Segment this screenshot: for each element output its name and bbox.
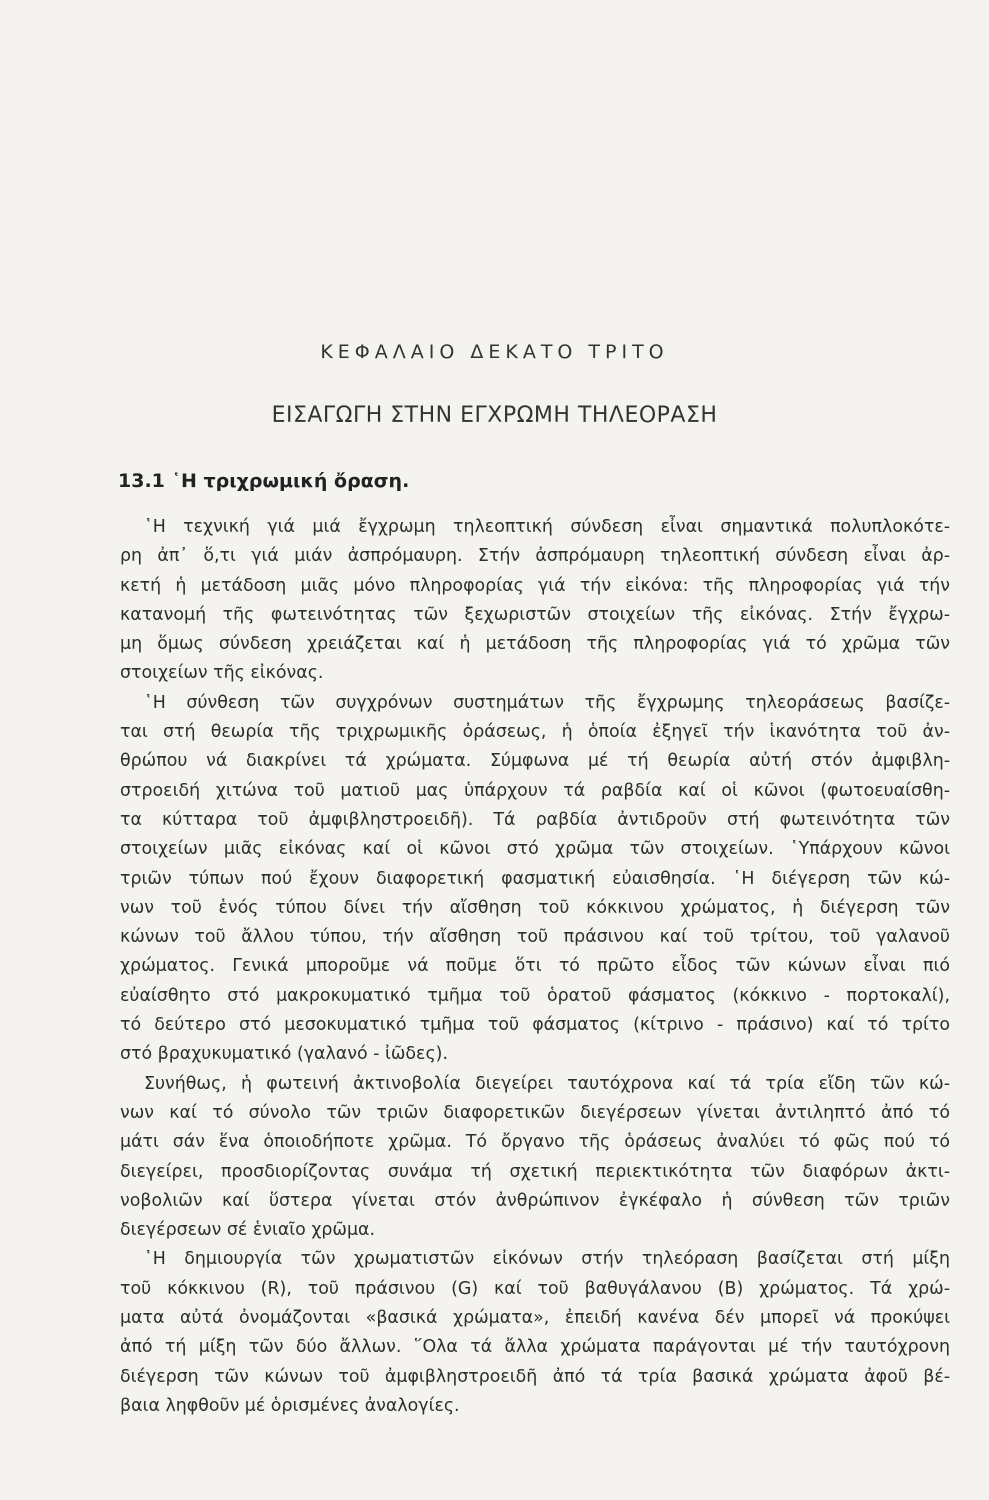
paragraph [120,689,950,1070]
chapter-label: ΚΕΦΑΛΑΙΟ ΔΕΚΑΤΟ ΤΡΙΤΟ [320,341,669,363]
text-line: ματα αὐτά ὀνομάζονται «βασικά χρώματα», ἐπειδή κανένα δέν μπορεῖ νά προκύψει [120,1308,950,1329]
text-line: μη ὅμως σύνδεση χρειάζεται καί ἡ μετάδοση τῆς πληροφορίας γιά τό χρῶμα τῶν [120,634,950,655]
text-line: ῾Η τεχνική γιά μιά ἔγχρωμη τηλεοπτική σύνδεση εἶναι σημαντικά πολυπλοκότε- [144,517,950,537]
text-line: τριῶν τύπων πού ἔχουν διαφορετική φασματική εὐαισθησία. ῾Η διέγερση τῶν κώ- [120,868,950,889]
text-line: κετή ἡ μετάδοση μιᾶς μόνο πληροφορίας γιά τήν εἰκόνα: τῆς πληροφορίας γιά τήν [120,575,950,596]
text-line: διέγερση τῶν κώνων τοῦ ἀμφιβληστροειδῆ ἀπό τά τρία βασικά χρώματα ἀφοῦ βέ- [120,1366,950,1387]
text-line: στοιχείων τῆς εἰκόνας. [120,663,324,684]
text-line: στοιχείων μιᾶς εἰκόνας καί οἱ κῶνοι στό χρῶμα τῶν στοιχείων. ῾Υπάρχουν κῶνοι [120,839,950,860]
text-line: κατανομή τῆς φωτεινότητας τῶν ξεχωριστῶν στοιχείων τῆς εἰκόνας. Στήν ἔγχρω- [120,604,950,625]
text-line: χρώματος. Γενικά μποροῦμε νά ποῦμε ὅτι τό πρῶτο εἶδος τῶν κώνων εἶναι πιό [120,956,950,977]
paragraph [120,1070,950,1246]
text-line: θρώπου νά διακρίνει τά χρώματα. Σύμφωνα μέ τή θεωρία αὐτή στόν ἀμφιβλη- [120,751,950,772]
text-line: μάτι σάν ἕνα ὁποιοδήποτε χρῶμα. Τό ὄργανο τῆς ὁράσεως ἀναλύει τό φῶς πού τό [120,1132,950,1153]
text-line: στροειδή χιτώνα τοῦ ματιοῦ μας ὑπάρχουν τά ραβδία καί οἱ κῶνοι (φωτοευαίσθη- [120,780,950,801]
text-line: ῾Η σύνθεση τῶν συγχρόνων συστημάτων τῆς ἔγχρωμης τηλεοράσεως βασίζε- [144,692,950,713]
text-line: ται στή θεωρία τῆς τριχρωμικῆς ὀράσεως, ἡ ὁποία ἐξηγεῖ τήν ἱκανότητα τοῦ ἀν- [120,722,950,743]
text-line: τό δεύτερο στό μεσοκυματικό τμῆμα τοῦ φάσματος (κίτρινο - πράσινο) καί τό τρίτο [120,1015,950,1036]
text-line: νοβολιῶν καί ὕστερα γίνεται στόν ἀνθρώπινον ἐγκέφαλο ἡ σύνθεση τῶν τριῶν [120,1190,950,1211]
text-line: τα κύτταρα τοῦ ἀμφιβληστροειδῆ). Τά ραβδία ἀντιδροῦν στή φωτεινότητα τῶν [120,809,950,830]
chapter-title: ΕΙΣΑΓΩΓΗ ΣΤΗΝ ΕΓΧΡΩΜΗ ΤΗΛΕΟΡΑΣΗ [271,403,718,428]
text-line: κώνων τοῦ ἄλλου τύπου, τήν αἴσθηση τοῦ πράσινου καί τοῦ τρίτου, τοῦ γαλανοῦ [120,927,950,948]
text-line: στό βραχυκυματικό (γαλανό - ἰῶδες). [120,1044,448,1065]
text-line: Συνήθως, ἡ φωτεινή ἀκτινοβολία διεγείρει ταυτόχρονα καί τά τρία εἴδη τῶν κώ- [144,1073,950,1094]
text-line: ἀπό τή μίξη τῶν δύο ἄλλων. ῞Ολα τά ἄλλα χρώματα παράγονται μέ τήν ταυτόχρονη [120,1337,950,1358]
paragraph [120,1245,950,1421]
text-line: τοῦ κόκκινου (R), τοῦ πράσινου (G) καί τοῦ βαθυγάλανου (B) χρώματος. Τά χρώ- [120,1278,950,1299]
text-line: ῾Η δημιουργία τῶν χρωματιστῶν εἰκόνων στήν τηλεόραση βασίζεται στή μίξη [144,1249,950,1270]
text-line: νων καί τό σύνολο τῶν τριῶν διαφορετικῶν διεγέρσεων γίνεται ἀντιληπτό ἀπό τό [120,1102,950,1123]
text-line: διεγείρει, προσδιορίζοντας συνάμα τή σχετική περιεκτικότητα τῶν διαφόρων ἀκτι- [120,1161,950,1182]
text-line: ρη ἀπ᾽ ὅ,τι γιά μιάν ἀσπρόμαυρη. Στήν ἀσπρόμαυρη τηλεοπτική σύνδεση εἶναι ἀρ- [120,546,950,567]
text-line: διεγέρσεων σέ ἑνιαῖο χρῶμα. [120,1220,376,1241]
text-line: βαια ληφθοῦν μέ ὁρισμένες ἀναλογίες. [120,1395,460,1416]
body-text [120,513,950,1421]
paragraph [120,513,950,689]
text-line: εὐαίσθητο στό μακροκυματικό τμῆμα τοῦ ὁρατοῦ φάσματος (κόκκινο - πορτοκαλί), [120,985,950,1006]
text-line: νων τοῦ ἑνός τύπου δίνει τήν αἴσθηση τοῦ κόκκινου χρώματος, ἡ διέγερση τῶν [120,897,950,918]
section-heading: 13.1 ῾Η τριχρωμική ὄραση. [118,470,410,492]
